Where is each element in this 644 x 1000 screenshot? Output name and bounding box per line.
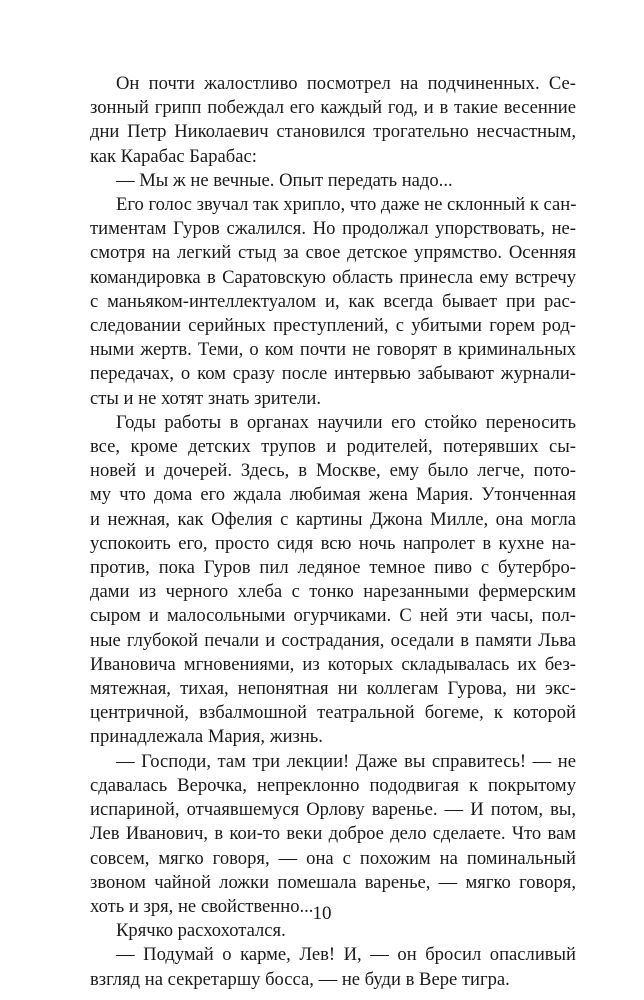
text-line: Его голос звучал так хрипло, что даже не склонный к сан- <box>116 194 577 216</box>
text-line: тиментам Гуров сжалился. Но продолжал упорствовать, не- <box>90 218 576 240</box>
paragraph <box>90 72 576 169</box>
text-line: — Мы ж не вечные. Опыт передать надо... <box>116 169 453 191</box>
paragraph <box>90 943 576 991</box>
text-line: испариной, отчаявшемуся Орлову варенье. — И потом, вы, <box>90 799 576 821</box>
text-line: Крячко расхохотался. <box>116 920 286 942</box>
text-line: Лев Иванович, в кои-то веки доброе дело сделаете. Что вам <box>90 823 576 845</box>
text-line: успокоить его, просто сидя всю ночь напролет в кухне на- <box>90 532 576 554</box>
text-line: — Подумай о карме, Лев! И, — он бросил опасливый <box>116 944 576 966</box>
text-line: новей и дочерей. Здесь, в Москве, ему было легче, пото- <box>90 460 576 482</box>
text-line: ными жертв. Теми, о ком почти не говорят в криминальных <box>90 339 576 361</box>
text-line: и нежная, как Офелия с картины Джона Милле, она могла <box>90 508 576 530</box>
text-line: следовании серийных преступлений, с убитыми горем род- <box>90 315 576 337</box>
text-line: мятежная, тихая, непонятная ни коллегам Гурова, ни экс- <box>90 678 576 700</box>
text-line: ные глубокой печали и сострадания, оседали в памяти Льва <box>90 629 576 651</box>
text-line: против, пока Гуров пил ледяное темное пиво с бутербро- <box>90 557 576 579</box>
text-line: как Карабас Барабас: <box>90 145 257 167</box>
text-line: смотря на легкий стыд за свое детское упрямство. Осенняя <box>90 242 576 264</box>
text-line: сты и не хотят знать зрители. <box>90 387 321 409</box>
text-line: му что дома его ждала любимая жена Мария. Утонченная <box>90 484 576 506</box>
text-line: сдавалась Верочка, непреклонно пододвигая к покрытому <box>90 774 576 796</box>
text-line: центричной, взбалмошной театральной богеме, к которой <box>90 702 576 724</box>
paragraph <box>90 169 576 193</box>
text-line: дами из черного хлеба с тонко нарезанными фермерским <box>90 581 576 603</box>
text-line: все, кроме детских трупов и родителей, потерявших сы- <box>90 436 576 458</box>
text-line: сыром и малосольными огурчиками. С ней эти часы, пол- <box>90 605 576 627</box>
text-line: дни Петр Николаевич становился трогательно несчастным, <box>90 121 576 143</box>
paragraph <box>90 750 576 919</box>
text-line: передачах, о ком сразу после интервью забывают журнали- <box>90 363 576 385</box>
text-line: принадлежала Мария, жизнь. <box>90 726 323 748</box>
text-line: взгляд на секретаршу босса, — не буди в Вере тигра. <box>90 968 510 990</box>
text-line: Ивановича мгновениями, из которых складывалась их без- <box>90 653 576 675</box>
text-line: звоном чайной ложки помешала варенье, — мягко говоря, <box>90 871 576 893</box>
text-line: командировка в Саратовскую область принесла ему встречу <box>90 266 576 288</box>
text-line: Он почти жалостливо посмотрел на подчиненных. Се- <box>116 73 576 94</box>
paragraph <box>90 411 576 750</box>
paragraph <box>90 193 576 411</box>
text-line: — Господи, там три лекции! Даже вы справитесь! — не <box>116 750 576 772</box>
page-number: 10 <box>312 903 332 924</box>
text-line: зонный грипп побеждал его каждый год, и в такие весенние <box>90 97 576 119</box>
text-line: хоть и зря, не свойственно... <box>90 895 314 917</box>
text-line: совсем, мягко говоря, — она с похожим на поминальный <box>90 847 576 869</box>
page-body <box>90 72 576 992</box>
text-line: Годы работы в органах научили его стойко переносить <box>116 411 576 433</box>
text-line: с маньяком-интеллектуалом и, как всегда бывает при рас- <box>90 290 576 312</box>
